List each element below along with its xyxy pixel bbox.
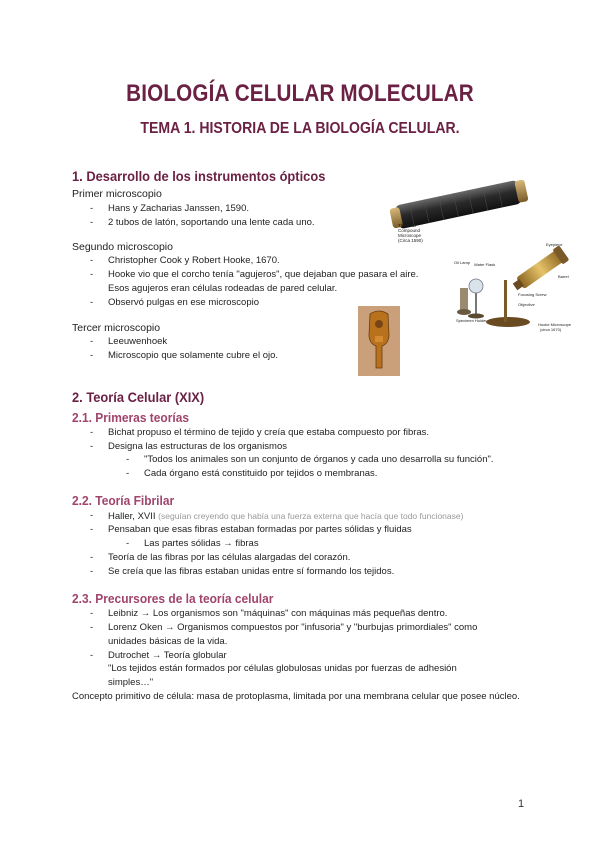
- image-caption: Microscope: [398, 233, 422, 238]
- image-label: Eyepiece: [546, 242, 563, 247]
- subsection-2-3-heading: 2.3. Precursores de la teoría celular: [72, 591, 274, 606]
- quote-line: "Los tejidos están formados por células globulosas unidas por fuerzas de adhesión: [108, 663, 457, 674]
- page-number: 1: [518, 798, 525, 810]
- image-caption: Compound: [398, 228, 421, 233]
- image-caption: (Circa 1590): [398, 238, 423, 243]
- section-1-heading: 1. Desarrollo de los instrumentos ópticos: [72, 168, 326, 184]
- image-label: Focusing Screw: [518, 292, 547, 297]
- quote-line: simples…": [108, 677, 154, 688]
- microscope-1-label: Primer microscopio: [72, 188, 162, 200]
- section-2-heading: 2. Teoría Celular (XIX): [72, 389, 205, 405]
- concept-paragraph: Concepto primitivo de célula: masa de protoplasma, limitada por una membrana celular que posee núcleo.: [72, 691, 520, 702]
- document-subtitle: TEMA 1. HISTORIA DE LA BIOLOGÍA CELULAR.: [140, 120, 460, 137]
- image-label: Oil Lamp: [454, 260, 471, 265]
- image-caption: The First: [398, 223, 416, 228]
- document-page: BIOLOGÍA CELULAR MOLECULAR TEMA 1. HISTORIA DE LA BIOLOGÍA CELULAR. 1. Desarrollo de los instrumentos ópticos Primer microscopio - Hans y Zacharias Janssen, 1590. - 2 tubos de latón, soportando una lente cada uno. Segundo microscopio - Christopher Cook y Robert Hooke, 1670. - Hooke vio que el corcho tenía "agujeros", que dejaban que pasara el aire. Esos agujeros eran células rodeadas de pared celular. - Observó pulgas en ese microscopio Tercer microscopio - Leeuwenhoek - Microscopio que solamente cubre el ojo. The First Compound Microscope (Circa 1590) Eyepiece Barrel Oil Lamp Water Flask Focusing Screw Objective Specimen Holder Hooke Microscope (circa 1670) 2. Teoría Celular (XIX) 2.1. Primeras teorías - Bichat propuso el término de tejido y creía que estaba compuesto por fibras. - Designa las estructuras de los organismos - "Todos los animales son un conjunto de órganos y cada uno desarrolla su función". - Cada órgano está constituido por tejidos o membranas. 2.2. Teoría Fibrilar - Haller, XVII (seguían creyendo que había una fuerza externa que hacía que todo funcionase) - Pensaban que esas fibras estaban formadas por partes sólidas y fluidas - Las partes sólidas → fibras - Teoría de las fibras por las células alargadas del corazón. - Se creía que las fibras estaban unidas entre sí formando los tejidos. 2.3. Precursores de la teoría celular - Leibniz → Los organismos son "máquinas" con máquinas más pequeñas dentro. - Lorenz Oken → Organismos compuestos por "infusoria" y "burbujas primordiales" como unidades básicas de la vida. - Dutrochet → Teoría globular "Los tejidos están formados por células globulosas unidas por fuerzas de adhesión simples…" Concepto primitivo de célula: masa de protoplasma, limitada por una membrana celular que posee núcleo. 1: [0, 0, 600, 848]
- list-item-continuation: unidades básicas de la vida.: [108, 636, 228, 647]
- document-title: BIOLOGÍA CELULAR MOLECULAR: [126, 80, 474, 107]
- subsection-2-2-heading: 2.2. Teoría Fibrilar: [72, 493, 175, 508]
- image-label: Barrel: [558, 274, 569, 279]
- subsection-2-1-heading: 2.1. Primeras teorías: [72, 410, 190, 425]
- hooke-microscope-image: [446, 240, 576, 345]
- image-label: Water Flask: [474, 262, 496, 267]
- microscope-3-label: Tercer microscopio: [72, 322, 161, 334]
- image-label: Specimen Holder: [456, 318, 487, 323]
- note-text: (seguían creyendo que había una fuerza externa que hacía que todo funcionase): [158, 511, 464, 521]
- leeuwenhoek-microscope-image: [358, 306, 400, 376]
- microscope-2-label: Segundo microscopio: [72, 241, 173, 253]
- image-caption: Hooke Microscope: [538, 322, 572, 327]
- image-label: Objective: [518, 302, 535, 307]
- image-caption: (circa 1670): [540, 327, 562, 332]
